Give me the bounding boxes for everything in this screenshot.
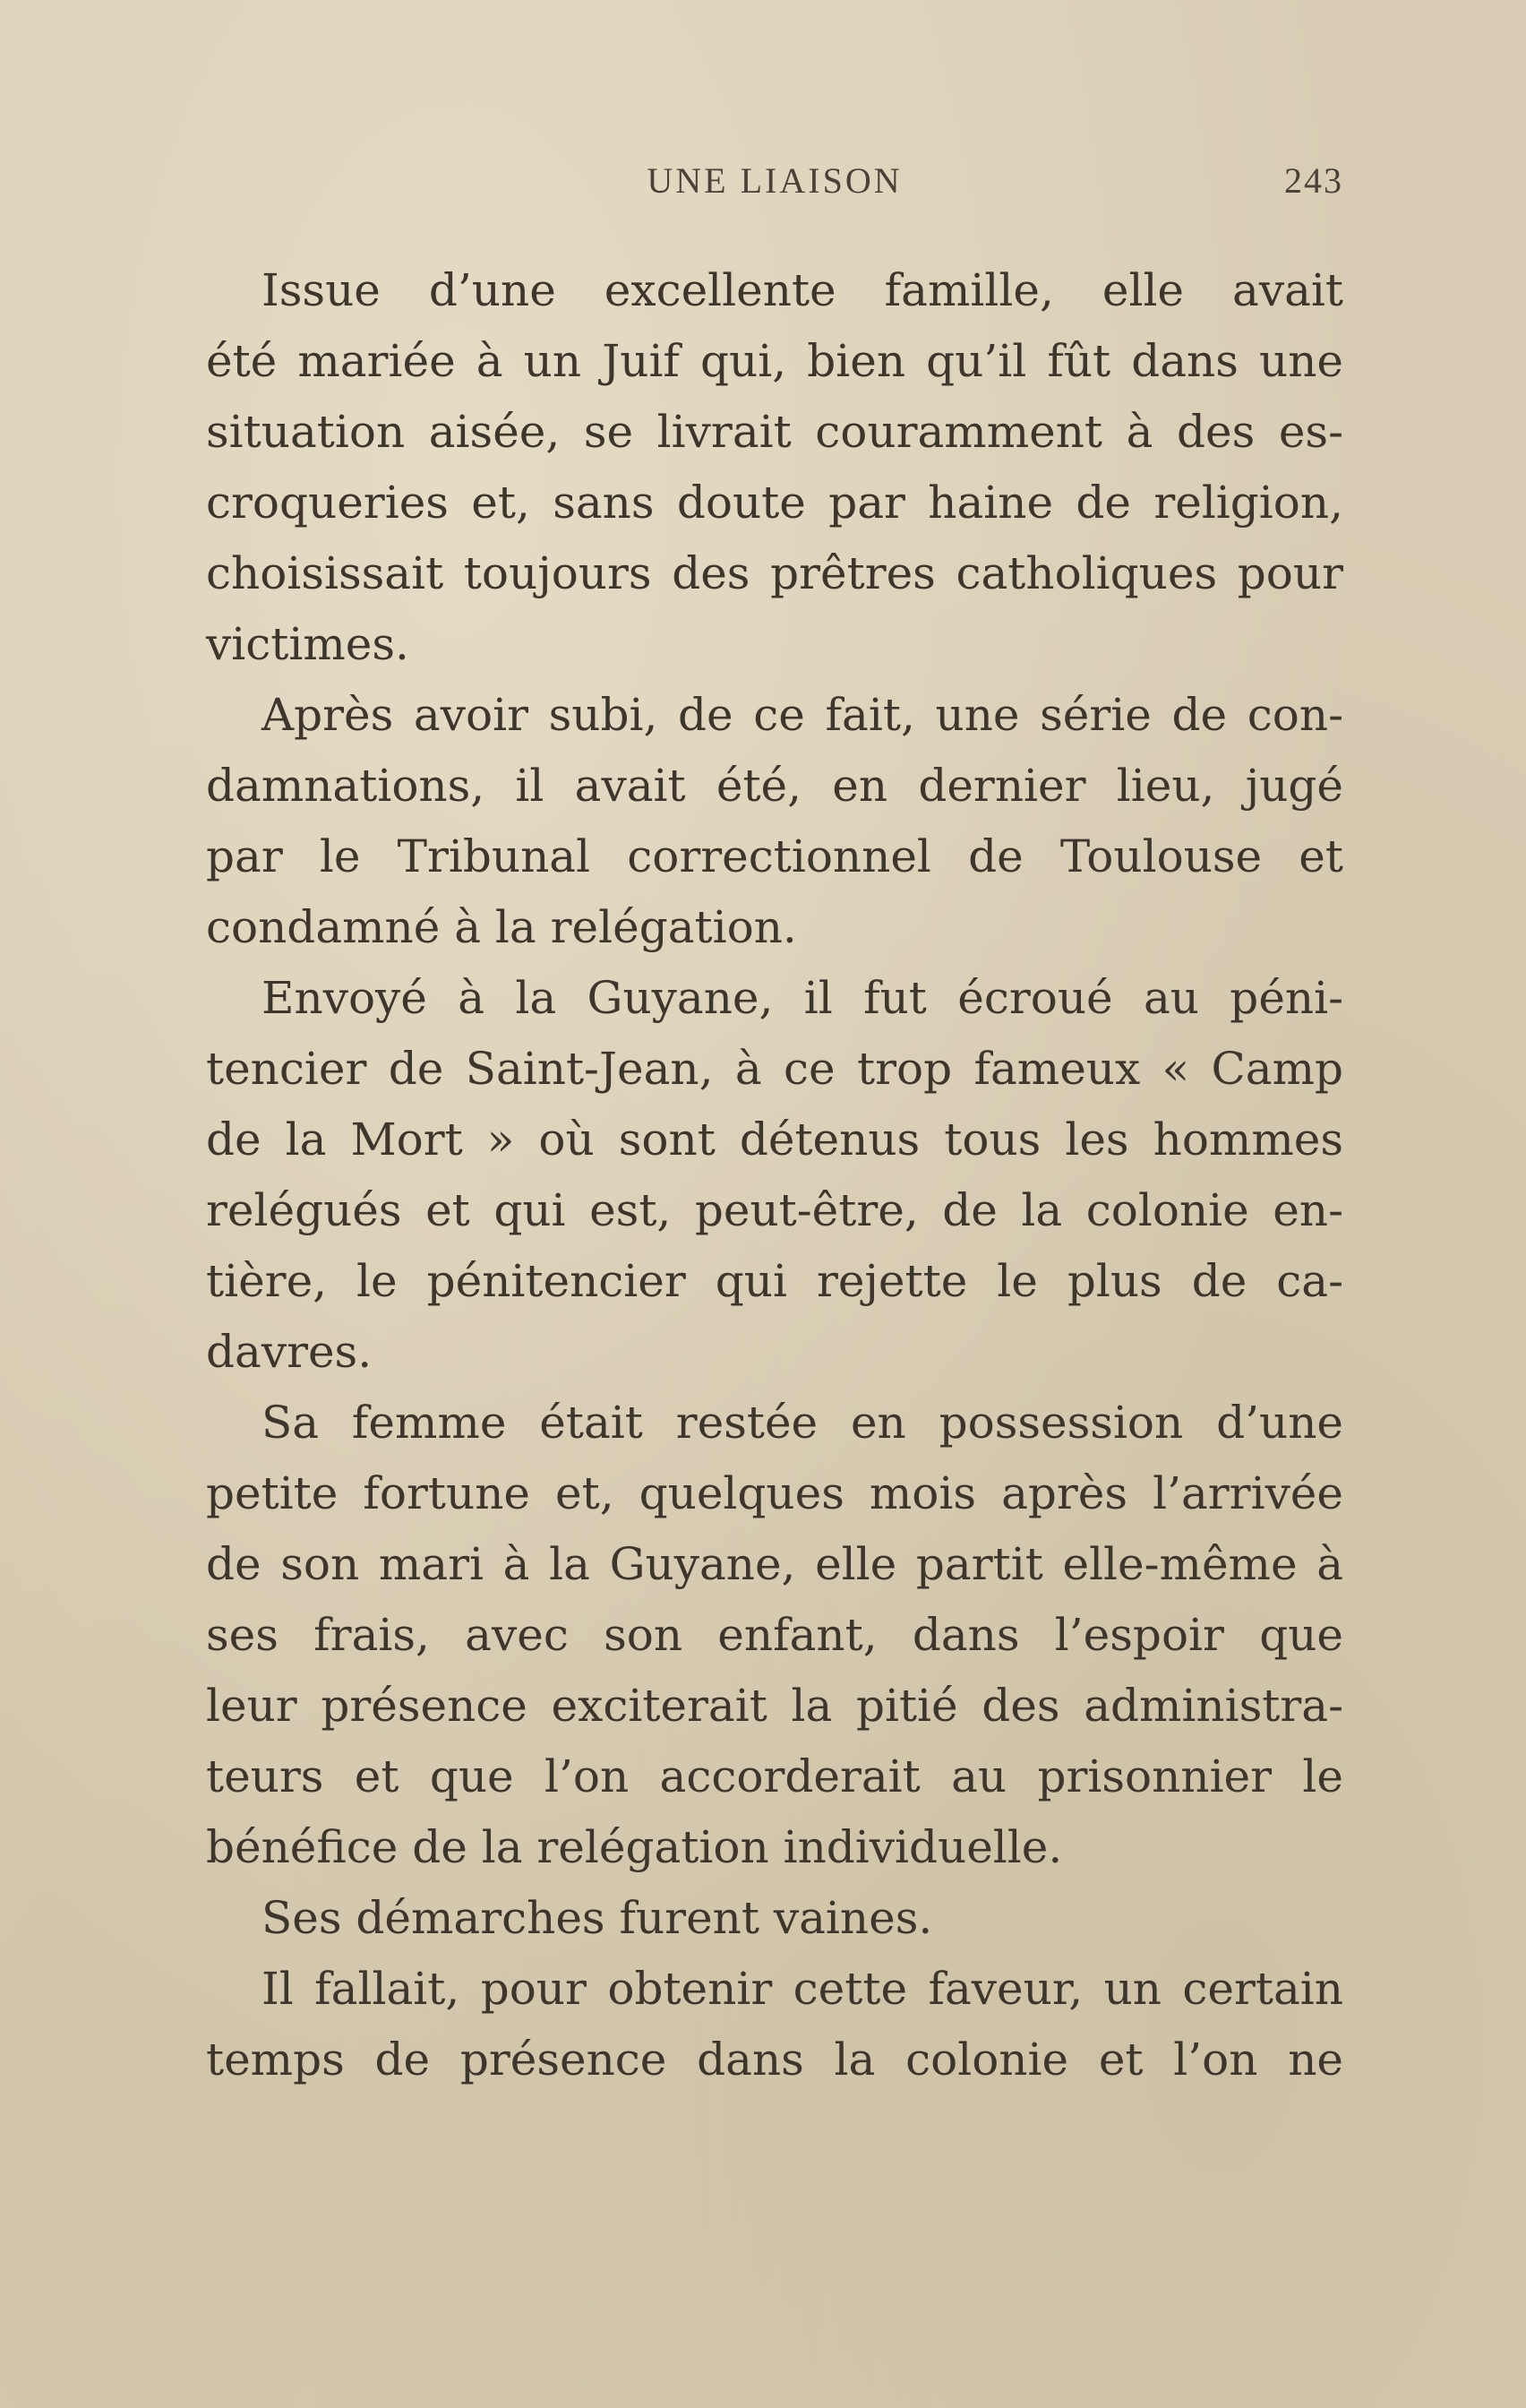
running-head-title: UNE LIAISON: [647, 160, 903, 201]
text-line: choisissait toujours des prêtres catholiques pour: [206, 547, 1343, 599]
text-line: croqueries et, sans doute par haine de religion,: [206, 477, 1343, 529]
body-text: [206, 255, 1343, 2095]
text-line: Issue d’une excellente famille, elle avait: [261, 264, 1343, 316]
text-line: de la Mort » où sont détenus tous les hommes: [206, 1114, 1343, 1165]
text-line: damnations, il avait été, en dernier lieu, jugé: [206, 760, 1343, 812]
text-line: relégués et qui est, peut-être, de la colonie en-: [206, 1184, 1343, 1236]
text-line: bénéfice de la relégation individuelle.: [206, 1821, 1063, 1873]
text-line: tière, le pénitencier qui rejette le plus de ca-: [206, 1255, 1343, 1307]
text-line: Sa femme était restée en possession d’une: [261, 1397, 1343, 1449]
text-line: été mariée à un Juif qui, bien qu’il fût dans une: [206, 335, 1343, 387]
text-line: condamné à la relégation.: [206, 901, 797, 953]
text-line: petite fortune et, quelques mois après l’arrivée: [206, 1467, 1343, 1519]
running-head: [206, 159, 1343, 213]
text-line: ses frais, avec son enfant, dans l’espoir que: [206, 1609, 1343, 1661]
text-line: Après avoir subi, de ce fait, une série de con-: [261, 689, 1343, 741]
text-line: teurs et que l’on accorderait au prisonnier le: [206, 1750, 1343, 1802]
text-line: Ses démarches furent vaines.: [261, 1892, 933, 1944]
text-line: victimes.: [206, 618, 409, 670]
text-line: Il fallait, pour obtenir cette faveur, un certain: [261, 1963, 1343, 2015]
page-number: 243: [1284, 160, 1343, 201]
text-line: davres.: [206, 1326, 373, 1378]
text-line: situation aisée, se livrait couramment à des es-: [206, 406, 1343, 458]
text-line: leur présence exciterait la pitié des administra-: [206, 1680, 1343, 1732]
text-line: de son mari à la Guyane, elle partit elle-même à: [206, 1538, 1343, 1590]
text-line: tencier de Saint-Jean, à ce trop fameux « Camp: [206, 1043, 1343, 1095]
text-line: Envoyé à la Guyane, il fut écroué au péni-: [261, 972, 1343, 1024]
text-line: par le Tribunal correctionnel de Toulouse et: [206, 830, 1343, 882]
text-line: temps de présence dans la colonie et l’on ne: [206, 2034, 1343, 2086]
